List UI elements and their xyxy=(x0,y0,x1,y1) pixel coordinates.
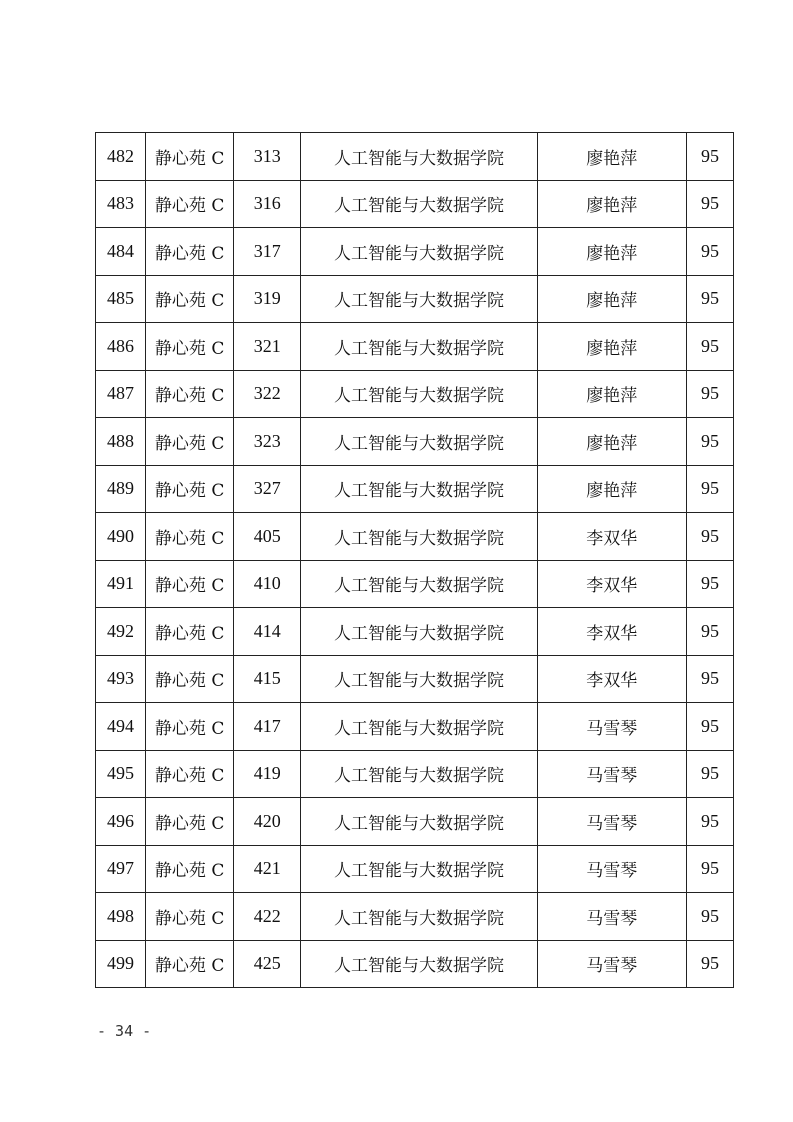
room-number-cell: 319 xyxy=(234,275,301,323)
table-row xyxy=(96,560,734,608)
building-cell: 静心苑 C xyxy=(146,418,234,466)
row-number-cell: 486 xyxy=(96,323,146,371)
table-row xyxy=(96,608,734,656)
row-number-cell: 483 xyxy=(96,180,146,228)
building-cell: 静心苑 C xyxy=(146,465,234,513)
score-cell: 95 xyxy=(686,180,733,228)
college-cell: 人工智能与大数据学院 xyxy=(301,703,537,751)
table-row xyxy=(96,513,734,561)
row-number-cell: 490 xyxy=(96,513,146,561)
row-number-cell: 497 xyxy=(96,845,146,893)
building-cell: 静心苑 C xyxy=(146,133,234,181)
row-number-cell: 491 xyxy=(96,560,146,608)
table-row xyxy=(96,323,734,371)
building-cell: 静心苑 C xyxy=(146,370,234,418)
person-name-cell: 廖艳萍 xyxy=(537,275,686,323)
room-number-cell: 417 xyxy=(234,703,301,751)
table-row xyxy=(96,418,734,466)
room-number-cell: 415 xyxy=(234,655,301,703)
building-cell: 静心苑 C xyxy=(146,750,234,798)
college-cell: 人工智能与大数据学院 xyxy=(301,750,537,798)
college-cell: 人工智能与大数据学院 xyxy=(301,133,537,181)
row-number-cell: 482 xyxy=(96,133,146,181)
room-number-cell: 313 xyxy=(234,133,301,181)
score-cell: 95 xyxy=(686,465,733,513)
person-name-cell: 廖艳萍 xyxy=(537,133,686,181)
building-cell: 静心苑 C xyxy=(146,275,234,323)
room-number-cell: 321 xyxy=(234,323,301,371)
row-number-cell: 493 xyxy=(96,655,146,703)
person-name-cell: 马雪琴 xyxy=(537,893,686,941)
score-cell: 95 xyxy=(686,228,733,276)
score-cell: 95 xyxy=(686,940,733,988)
score-cell: 95 xyxy=(686,370,733,418)
room-number-cell: 419 xyxy=(234,750,301,798)
person-name-cell: 马雪琴 xyxy=(537,940,686,988)
room-number-cell: 322 xyxy=(234,370,301,418)
room-number-cell: 425 xyxy=(234,940,301,988)
college-cell: 人工智能与大数据学院 xyxy=(301,940,537,988)
college-cell: 人工智能与大数据学院 xyxy=(301,275,537,323)
building-cell: 静心苑 C xyxy=(146,703,234,751)
college-cell: 人工智能与大数据学院 xyxy=(301,180,537,228)
college-cell: 人工智能与大数据学院 xyxy=(301,560,537,608)
page-number: - 34 - xyxy=(97,1022,152,1040)
building-cell: 静心苑 C xyxy=(146,845,234,893)
building-cell: 静心苑 C xyxy=(146,513,234,561)
person-name-cell: 廖艳萍 xyxy=(537,323,686,371)
score-cell: 95 xyxy=(686,750,733,798)
row-number-cell: 499 xyxy=(96,940,146,988)
building-cell: 静心苑 C xyxy=(146,608,234,656)
building-cell: 静心苑 C xyxy=(146,560,234,608)
person-name-cell: 马雪琴 xyxy=(537,703,686,751)
person-name-cell: 李双华 xyxy=(537,655,686,703)
table-row xyxy=(96,180,734,228)
room-number-cell: 317 xyxy=(234,228,301,276)
table-row xyxy=(96,228,734,276)
row-number-cell: 492 xyxy=(96,608,146,656)
college-cell: 人工智能与大数据学院 xyxy=(301,798,537,846)
person-name-cell: 马雪琴 xyxy=(537,845,686,893)
table-row xyxy=(96,940,734,988)
room-number-cell: 327 xyxy=(234,465,301,513)
row-number-cell: 494 xyxy=(96,703,146,751)
college-cell: 人工智能与大数据学院 xyxy=(301,845,537,893)
building-cell: 静心苑 C xyxy=(146,893,234,941)
person-name-cell: 廖艳萍 xyxy=(537,465,686,513)
table-row xyxy=(96,845,734,893)
person-name-cell: 马雪琴 xyxy=(537,750,686,798)
building-cell: 静心苑 C xyxy=(146,798,234,846)
score-cell: 95 xyxy=(686,798,733,846)
row-number-cell: 487 xyxy=(96,370,146,418)
score-cell: 95 xyxy=(686,323,733,371)
room-number-cell: 410 xyxy=(234,560,301,608)
person-name-cell: 马雪琴 xyxy=(537,798,686,846)
college-cell: 人工智能与大数据学院 xyxy=(301,893,537,941)
building-cell: 静心苑 C xyxy=(146,180,234,228)
score-cell: 95 xyxy=(686,133,733,181)
score-cell: 95 xyxy=(686,418,733,466)
person-name-cell: 李双华 xyxy=(537,513,686,561)
score-cell: 95 xyxy=(686,513,733,561)
table-row xyxy=(96,370,734,418)
college-cell: 人工智能与大数据学院 xyxy=(301,370,537,418)
person-name-cell: 李双华 xyxy=(537,560,686,608)
score-cell: 95 xyxy=(686,560,733,608)
table-row xyxy=(96,275,734,323)
room-number-cell: 323 xyxy=(234,418,301,466)
row-number-cell: 496 xyxy=(96,798,146,846)
room-number-cell: 414 xyxy=(234,608,301,656)
room-number-cell: 422 xyxy=(234,893,301,941)
college-cell: 人工智能与大数据学院 xyxy=(301,465,537,513)
building-cell: 静心苑 C xyxy=(146,228,234,276)
person-name-cell: 李双华 xyxy=(537,608,686,656)
dormitory-score-table xyxy=(95,132,734,988)
score-cell: 95 xyxy=(686,893,733,941)
person-name-cell: 廖艳萍 xyxy=(537,180,686,228)
building-cell: 静心苑 C xyxy=(146,323,234,371)
row-number-cell: 489 xyxy=(96,465,146,513)
room-number-cell: 421 xyxy=(234,845,301,893)
score-cell: 95 xyxy=(686,608,733,656)
college-cell: 人工智能与大数据学院 xyxy=(301,418,537,466)
college-cell: 人工智能与大数据学院 xyxy=(301,655,537,703)
row-number-cell: 495 xyxy=(96,750,146,798)
table-row xyxy=(96,465,734,513)
college-cell: 人工智能与大数据学院 xyxy=(301,323,537,371)
table-row xyxy=(96,703,734,751)
college-cell: 人工智能与大数据学院 xyxy=(301,513,537,561)
row-number-cell: 498 xyxy=(96,893,146,941)
room-number-cell: 420 xyxy=(234,798,301,846)
table-body xyxy=(96,133,734,988)
table-row xyxy=(96,655,734,703)
building-cell: 静心苑 C xyxy=(146,940,234,988)
room-number-cell: 316 xyxy=(234,180,301,228)
person-name-cell: 廖艳萍 xyxy=(537,370,686,418)
table-row xyxy=(96,798,734,846)
row-number-cell: 488 xyxy=(96,418,146,466)
table-row xyxy=(96,893,734,941)
table-row xyxy=(96,133,734,181)
person-name-cell: 廖艳萍 xyxy=(537,418,686,466)
row-number-cell: 484 xyxy=(96,228,146,276)
college-cell: 人工智能与大数据学院 xyxy=(301,228,537,276)
person-name-cell: 廖艳萍 xyxy=(537,228,686,276)
building-cell: 静心苑 C xyxy=(146,655,234,703)
table-row xyxy=(96,750,734,798)
score-cell: 95 xyxy=(686,655,733,703)
row-number-cell: 485 xyxy=(96,275,146,323)
score-cell: 95 xyxy=(686,275,733,323)
score-cell: 95 xyxy=(686,845,733,893)
score-cell: 95 xyxy=(686,703,733,751)
room-number-cell: 405 xyxy=(234,513,301,561)
college-cell: 人工智能与大数据学院 xyxy=(301,608,537,656)
